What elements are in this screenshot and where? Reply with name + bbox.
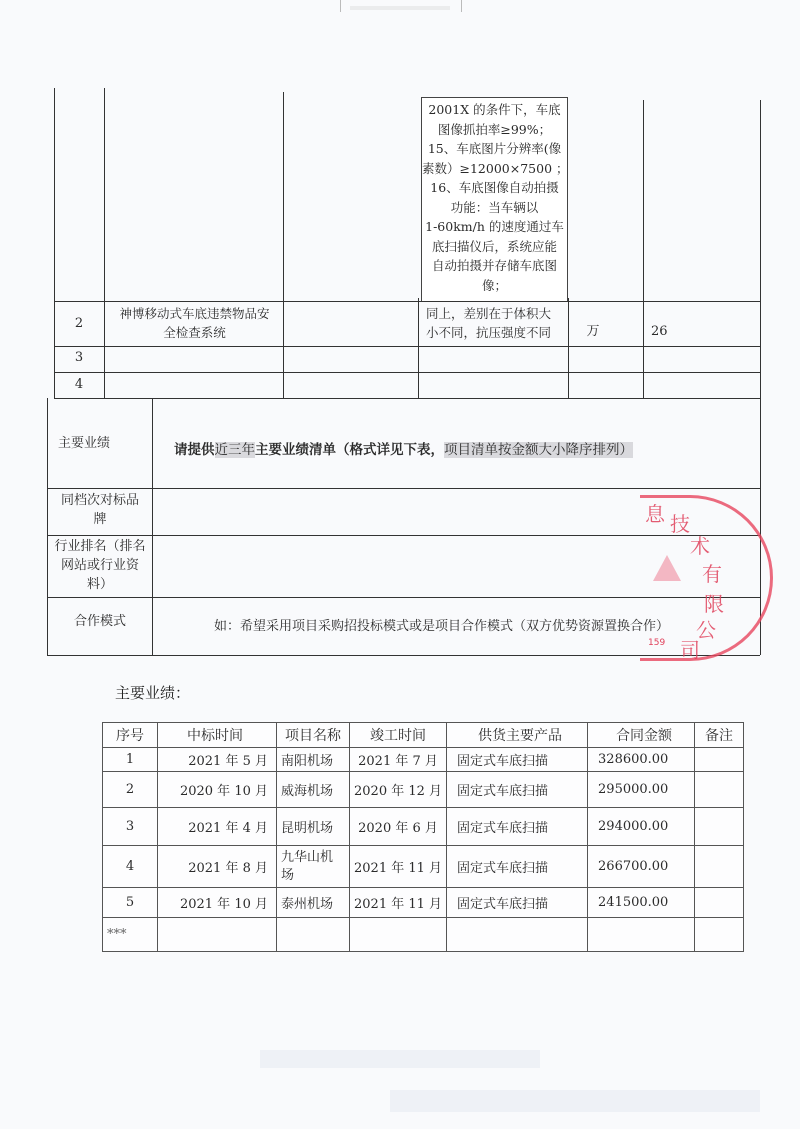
spec-line: 16、车底图像自动拍摄 bbox=[430, 180, 559, 195]
cell-note bbox=[695, 808, 744, 846]
cell-amount: 328600.00 bbox=[588, 748, 695, 772]
cell-bid-date bbox=[158, 918, 277, 952]
spec-line: 像； bbox=[481, 277, 507, 293]
row-divider bbox=[54, 372, 760, 373]
cell-product: 固定式车底扫描 bbox=[447, 808, 588, 846]
cell-note bbox=[695, 748, 744, 772]
spec-line: 底扫描仪后，系统应能 bbox=[431, 238, 557, 254]
table-border bbox=[568, 298, 569, 398]
bleed-through-text bbox=[260, 1050, 540, 1068]
instruction-text: 主要业绩清单（格式详见下表， bbox=[255, 442, 444, 458]
cell-project bbox=[277, 846, 350, 888]
table-header-row bbox=[103, 723, 744, 748]
cell-product: 固定式车底扫描 bbox=[447, 846, 588, 888]
cell-index: 4 bbox=[103, 846, 158, 888]
cell-index: 3 bbox=[103, 808, 158, 846]
label-line: 牌 bbox=[93, 512, 107, 527]
table-row bbox=[103, 748, 744, 772]
cell-bid-date: 2021 年 10 月 bbox=[158, 888, 277, 918]
table-border bbox=[152, 398, 153, 655]
product-name-line: 神博移动式车底违禁物品安 bbox=[119, 306, 270, 321]
seal-serial: 159 bbox=[648, 638, 666, 648]
cell-completion: 2020 年 12 月 bbox=[350, 772, 447, 808]
cell-bid-date: 2021 年 5 月 bbox=[158, 748, 277, 772]
cell-bid-date: 2021 年 4 月 bbox=[158, 808, 277, 846]
cell-amount: 294000.00 bbox=[588, 808, 695, 846]
label-line: 料） bbox=[86, 577, 113, 592]
spec-line: 素数）≥12000×7500 ； bbox=[422, 160, 569, 176]
col-header-bid-date: 中标时间 bbox=[158, 723, 277, 748]
instruction-highlight: 近三年 bbox=[214, 442, 255, 458]
seal-char: 司 bbox=[680, 638, 700, 662]
project-line: 场 bbox=[281, 867, 295, 883]
table-border bbox=[104, 88, 105, 398]
seal-char: 限 bbox=[704, 592, 724, 616]
cell-index: *** bbox=[103, 918, 158, 952]
cell-amount: 266700.00 bbox=[588, 846, 695, 888]
scan-smudge bbox=[350, 6, 450, 10]
spec-line: 自动拍摄并存储车底图 bbox=[431, 258, 557, 273]
main-performance-instruction bbox=[174, 441, 633, 460]
cell-note bbox=[695, 846, 744, 888]
seal-char: 术 bbox=[690, 534, 710, 558]
cell-project bbox=[277, 772, 350, 808]
label-peer-brands bbox=[48, 491, 152, 529]
cell-completion: 2021 年 11 月 bbox=[350, 888, 447, 918]
performance-table bbox=[102, 722, 744, 952]
bleed-through-text bbox=[390, 1090, 760, 1112]
label-industry-rank bbox=[48, 537, 152, 594]
col-header-completion: 竣工时间 bbox=[350, 723, 447, 748]
col-header-project: 项目名称 bbox=[277, 723, 350, 748]
cell-note bbox=[695, 888, 744, 918]
product-name bbox=[106, 304, 283, 342]
cell-bid-date: 2021 年 8 月 bbox=[158, 846, 277, 888]
cell-note bbox=[695, 772, 744, 808]
spec-line: 2001X 的条件下，车底 bbox=[428, 102, 561, 117]
cell-completion: 2020 年 6 月 bbox=[350, 808, 447, 846]
row-index: 3 bbox=[74, 350, 84, 365]
seal-char: 公 bbox=[696, 618, 716, 642]
spec-line: 1-60km/h 的速度通过车 bbox=[425, 219, 564, 234]
unit: 万 bbox=[586, 324, 600, 339]
col-header-note: 备注 bbox=[695, 723, 744, 748]
cell-amount: 295000.00 bbox=[588, 772, 695, 808]
cell-project bbox=[277, 748, 350, 772]
cell-product: 固定式车底扫描 bbox=[447, 888, 588, 918]
cell-note bbox=[695, 918, 744, 952]
cell-product: 固定式车底扫描 bbox=[447, 748, 588, 772]
label-line: 行业排名（排名 bbox=[54, 539, 146, 554]
table-row bbox=[103, 772, 744, 808]
label-main-performance: 主要业绩 bbox=[58, 436, 111, 451]
product-spec bbox=[426, 304, 568, 342]
cell-bid-date: 2020 年 10 月 bbox=[158, 772, 277, 808]
table-row bbox=[103, 888, 744, 918]
col-header-amount: 合同金额 bbox=[588, 723, 695, 748]
cooperation-value: 如：希望采用项目采购招投标模式或是项目合作模式（双方优势资源置换合作） bbox=[214, 619, 670, 634]
spec-cell-row1 bbox=[421, 97, 568, 301]
product-spec-line: 同上，差别在于体积大 bbox=[426, 306, 552, 321]
product-spec-line: 小不同，抗压强度不同 bbox=[426, 325, 552, 340]
table-border bbox=[418, 298, 419, 398]
row-divider bbox=[54, 398, 760, 399]
cell-completion: 2021 年 11 月 bbox=[350, 846, 447, 888]
price: 26 bbox=[651, 324, 668, 339]
section-title: 主要业绩： bbox=[115, 684, 191, 702]
col-header-index: 序号 bbox=[103, 723, 158, 748]
cell-product: 固定式车底扫描 bbox=[447, 772, 588, 808]
row-index: 4 bbox=[74, 377, 84, 392]
label-line: 网站或行业资 bbox=[60, 558, 139, 573]
cell-project bbox=[277, 808, 350, 846]
col-header-product: 供货主要产品 bbox=[447, 723, 588, 748]
cell-completion bbox=[350, 918, 447, 952]
cell-project bbox=[277, 888, 350, 918]
cell-index: 1 bbox=[103, 748, 158, 772]
instruction-highlight: 项目清单按金额大小降序排列） bbox=[444, 442, 633, 458]
project-line: 威海机场 bbox=[281, 784, 334, 799]
spec-line: 图像抓拍率≥99%； bbox=[437, 121, 552, 137]
row-index: 2 bbox=[74, 316, 84, 331]
table-row bbox=[103, 918, 744, 952]
project-line: 南阳机场 bbox=[281, 754, 334, 769]
seal-char: 技 bbox=[670, 512, 690, 536]
seal-char: 有 bbox=[702, 562, 722, 586]
cell-index: 5 bbox=[103, 888, 158, 918]
project-line: 泰州机场 bbox=[281, 897, 334, 912]
seal-char: 息 bbox=[645, 502, 665, 526]
table-row bbox=[103, 846, 744, 888]
project-line: 昆明机场 bbox=[281, 821, 334, 836]
project-line: 九华山机 bbox=[281, 849, 334, 865]
row-divider bbox=[47, 488, 760, 489]
seal-star-icon bbox=[653, 555, 681, 581]
cell-project bbox=[277, 918, 350, 952]
cell-completion: 2021 年 7 月 bbox=[350, 748, 447, 772]
label-line: 同档次对标品 bbox=[60, 493, 139, 508]
instruction-text: 请提供 bbox=[174, 442, 215, 458]
spec-line: 功能：当车辆以 bbox=[450, 199, 539, 215]
table-border bbox=[643, 100, 644, 398]
product-name-line: 全检查系统 bbox=[163, 325, 226, 340]
table-row bbox=[103, 808, 744, 846]
row-divider bbox=[54, 346, 760, 347]
cell-index: 2 bbox=[103, 772, 158, 808]
spec-line: 15、车底图片分辨率(像 bbox=[427, 141, 562, 156]
cell-amount: 241500.00 bbox=[588, 888, 695, 918]
row-divider bbox=[54, 301, 760, 302]
table-border bbox=[283, 92, 284, 398]
label-cooperation: 合作模式 bbox=[73, 614, 126, 629]
cell-amount bbox=[588, 918, 695, 952]
cell-product bbox=[447, 918, 588, 952]
